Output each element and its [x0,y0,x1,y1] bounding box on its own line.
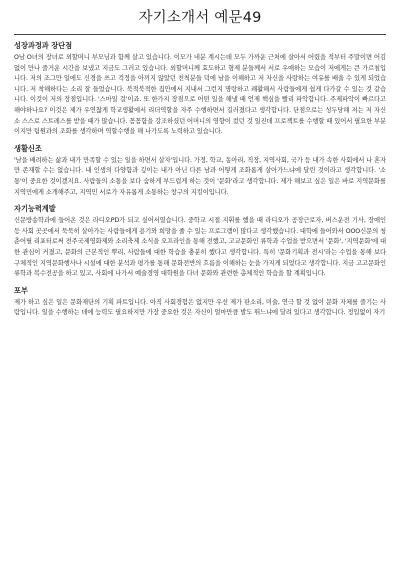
section-heading: 포부 [14,285,28,295]
section-self-development [14,204,386,280]
section-paragraph: 신문방송학과에 들어온 것은 라디오PD가 되고 싶어서였습니다. 중학교 시절 지휘를 했을 때 라디오가 공장근로자, 버스운전 기사, 장애인 등 사회 곳곳에서 묵묵히 살아가는 사람들에게 용기와 희망을 줄 수 있는 프로그램이 많다고 생각했습니다. 대학에 들어와서 OOO신문의 청춘어릴 리포터로써 전주국제영화제와 소리축제 소식을 오프라인을 통해 전했고, 고교문화인 류학과 수업을 받으면서 '문화', '지역문화'에 대한 관심이 커졌고, 문화의 근본적인 뿌리, 사람들에 대한 학습을 충분히 했다고 생각합니다. 특히 '문화기획과 전시'라는 수업을 통해 보다 구체적인 지역문화행사나 시설에 대한 분석과 평가를 통해 문화전반의 흐름을 이해하는 눈을 가지게 되었다고 생각합니다. 지금 고고문화인류학과 복수전공을 하고 있고, 사회에 나가서 예술경영 대학원을 다녀 문화와 관련한 총체적인 학습을 할 계획입니다. [14,217,386,278]
section-growth [14,41,386,138]
section-motto [14,144,386,198]
section-paragraph: O남 O녀의 장녀로 외할머니 부모님과 함께 살고 있습니다. 이모가 네분 계시는데 모두 가까운 근처에 살아서 어렸을 적부터 주말이면 어김없이 만나 즐거운 시간을 보냈고 지금도 그러고 있습니다. 외할머니께 효도하고 형제 분들께서 서로 우애하는 모습이 저에게는 큰 가르침입니다. 저의 조그만 일에도 신경을 쓰고 걱정을 아끼지 않았던 친척분들 덕에 남을 이해하고 저 자신을 사랑하는 여유를 배울 수 있게 되었습니다. 저 착해하다는 소리 잘 들었습니다. 북적북적한 집안에서 지내서 그런지 명랑하고 쾌활해서 사람들에게 쉽게 다가갈 수 있는 것 같습니다. 이것이 저의 장점입니다. '스마일 걸'이죠. 또 한가지 장점으로 어떤 일을 해낼 때 언제 핵심을 빨리 파악합니다. 주제파악이 빠르다고 해야하나요? 이것은 제가 우연찮게 학교생활에서 리더역할을 자주 수행하면서 길러졌다고 생각합니다. 단점으로는 성두당해 저는 저 자신 소 스스로 스트레스를 받을 때가 많습니다. 꼼꼼함을 강조하셨던 어머니의 영향이 컸던 것 일진데 프로젝트를 수행할 때 있어서 필요한 부분이지만 팀원과의 조화를 생각하며 역할수행을 해 나가도록 노력하고 있습니다. [14,54,386,136]
section-paragraph: 제가 하고 싶은 일은 문화재단의 기획 파트입니다. 아직 사회경험은 없지만 우선 제가 판소리, 미술, 연극 할 것 없이 문화 자체를 즐기는 사람입니다. 일을 수행하는 데에 능력도 필요하지만 가장 중요한 것은 자신이 얼마만큼 발도 뛰느냐에 달려 있다고 생각합니다. 정입없이 자기 [14,298,386,317]
document-title: 자기소개서 예문49 [138,10,262,26]
section-aspiration [14,286,386,319]
title-divider [14,34,386,35]
section-heading: 자기능력계발 [14,204,56,214]
section-paragraph: '남을 배려하는 삶과 내가 만족할 수 있는 일을 하면서 살자'입니다. 가정, 학교, 동아리, 직장, 지역사회, 국가 등 내가 속한 사회에서 나 혼자만 존재할 수는 없습니다. 내 인생의 다양함과 깊이는 내가 아닌 다른 남과 어떻게 조화롭게 살아가느냐에 달린 것이라고 생각합니다. '소통'이 중요한 것이겠지요. 사람들의 소통을 보다 숨하게 부드럽게 하는 것이 '문화'라고 생각합니다. 제가 해보고 싶은 일은 바로 지역문화를 지역민에게 소개해주고, 지역민 서로가 자유롭게 소통하는 창구의 지킴이입니다. [14,156,386,196]
section-heading: 생활신조 [14,143,42,153]
section-heading: 성장과정과 장단점 [14,41,73,50]
